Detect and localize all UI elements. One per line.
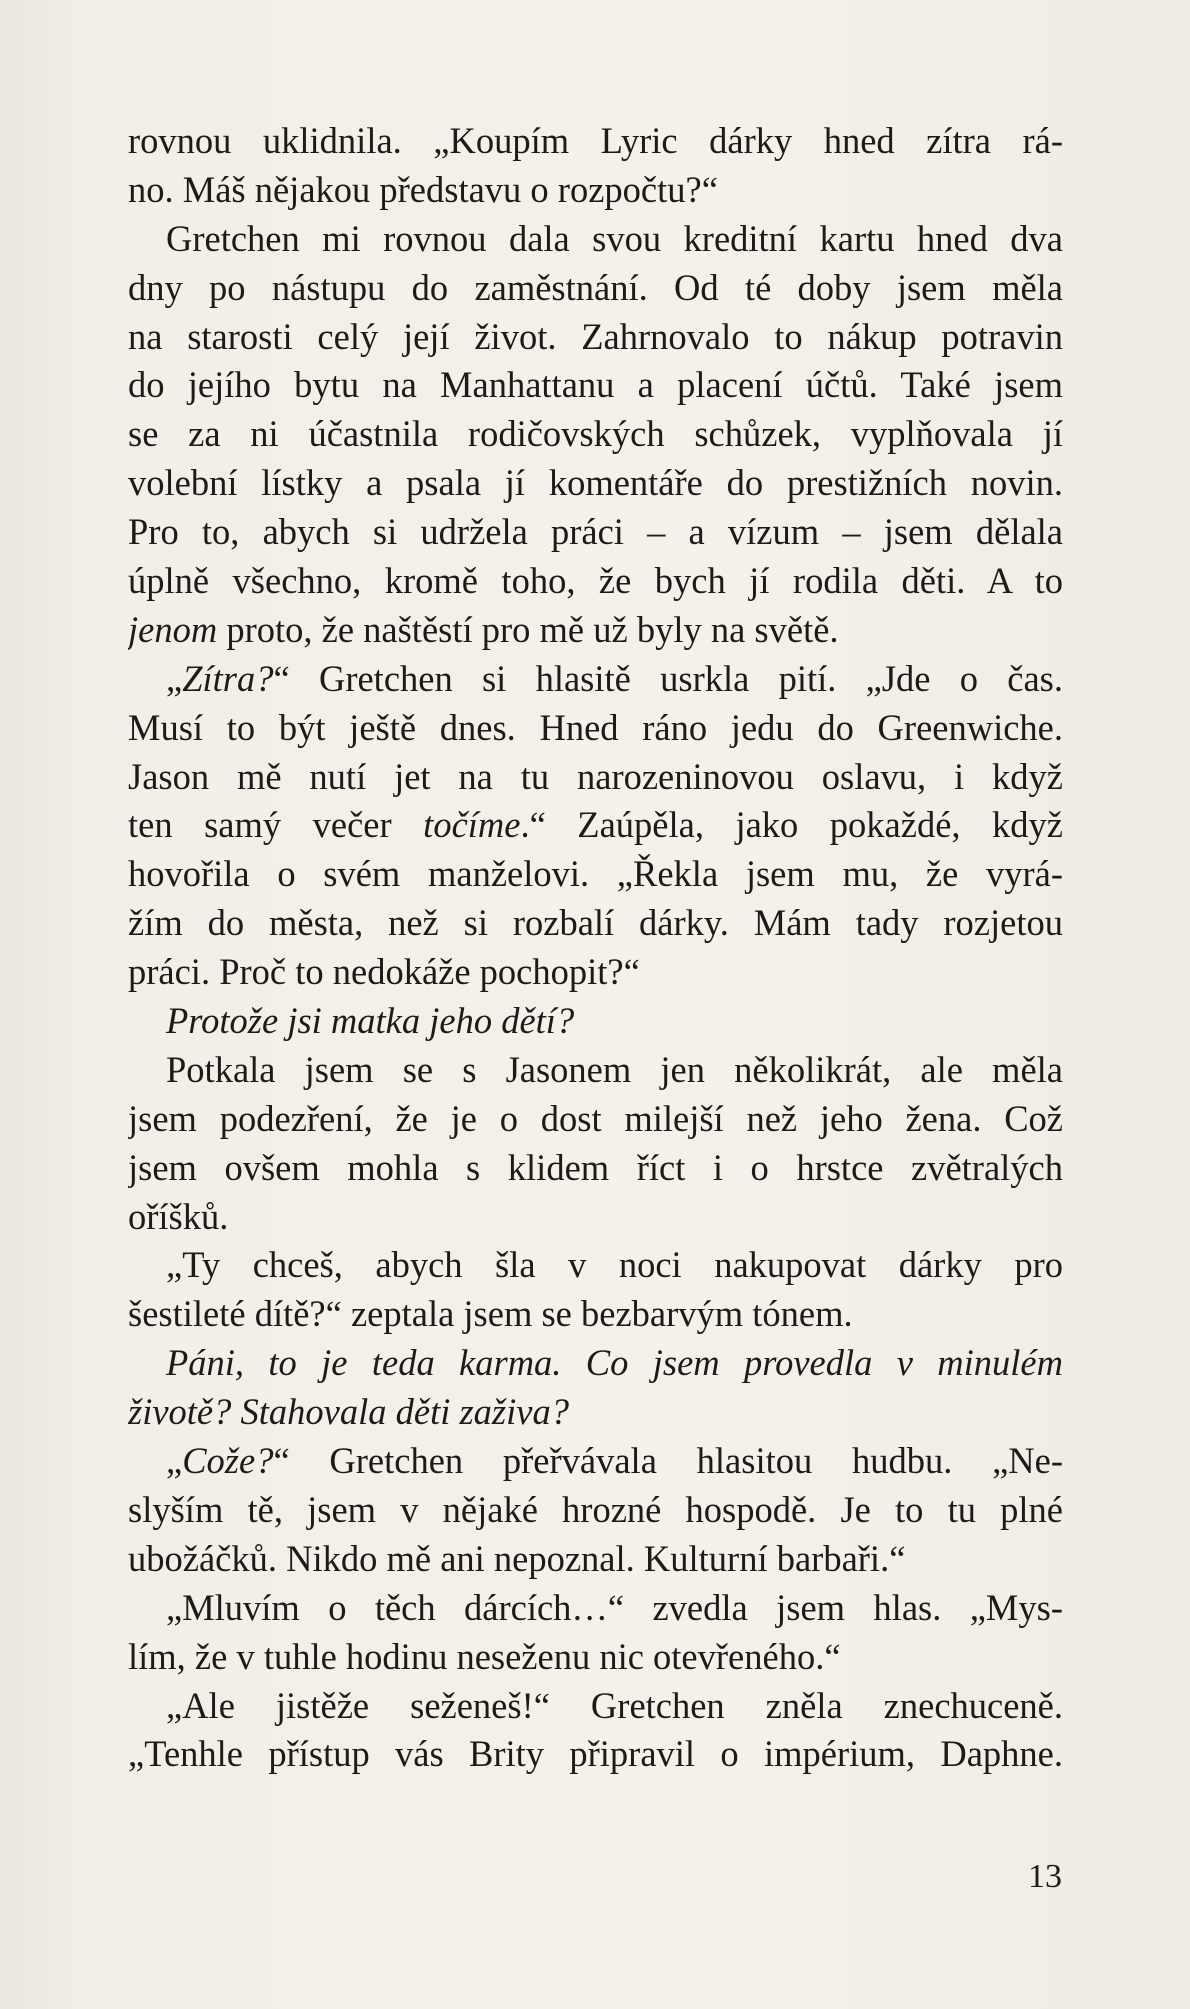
text-line [128, 1633, 1063, 1682]
text-line [128, 117, 1063, 166]
text-span: „ [166, 1440, 183, 1482]
text-span: jsem ovšem mohla s klidem říct i o hrstce zvětralých [128, 1146, 1063, 1188]
text-span: „Ty chceš, abych šla v noci nakupovat dárky pro [166, 1244, 1063, 1286]
text-span: „ [166, 657, 183, 699]
text-line [128, 1144, 1063, 1193]
text-span: hovořila o svém manželovi. „Řekla jsem mu, že vyrá- [128, 853, 1063, 895]
text-span: „Ale jistěže seženeš!“ Gretchen zněla znechuceně. [166, 1684, 1063, 1726]
text-span: Musí to být ještě dnes. Hned ráno jedu do Greenwiche. [128, 706, 1063, 748]
text-span: práci. Proč to nedokáže pochopit?“ [128, 951, 640, 993]
italic-text-span: točíme [423, 804, 521, 846]
text-line [128, 1241, 1063, 1290]
text-line [128, 655, 1063, 704]
text-span: na starosti celý její život. Zahrnovalo to nákup potravin [128, 315, 1063, 357]
text-line [128, 1584, 1063, 1633]
text-line [128, 459, 1063, 508]
italic-text-span: Protože jsi matka jeho dětí? [166, 1000, 575, 1042]
text-line [128, 166, 1063, 215]
text-span: šestileté dítě?“ zeptala jsem se bezbarvým tónem. [128, 1293, 853, 1335]
text-span: se za ni účastnila rodičovských schůzek, vyplňovala jí [128, 413, 1063, 455]
text-span: volební lístky a psala jí komentáře do prestižních novin. [128, 462, 1063, 504]
text-line [128, 1486, 1063, 1535]
text-span: oříšků. [128, 1195, 229, 1237]
text-span: .“ Zaúpěla, jako pokaždé, když [520, 804, 1063, 846]
text-span: proto, že naštěstí pro mě už byly na světě. [217, 608, 839, 650]
text-line [128, 313, 1063, 362]
text-line [128, 704, 1063, 753]
text-line [128, 1339, 1063, 1388]
text-line [128, 1046, 1063, 1095]
text-line [128, 264, 1063, 313]
text-span: ubožáčků. Nikdo mě ani nepoznal. Kulturní barbaři.“ [128, 1537, 906, 1579]
italic-text-span: Zítra? [182, 657, 274, 699]
text-line [128, 753, 1063, 802]
text-line [128, 215, 1063, 264]
text-line [128, 1730, 1063, 1779]
text-span: Pro to, abych si udržela práci – a vízum – jsem dělala [128, 511, 1063, 553]
text-span: lím, že v tuhle hodinu neseženu nic otevřeného.“ [128, 1635, 841, 1677]
body-text [128, 117, 1063, 1779]
text-span: úplně všechno, kromě toho, že bych jí rodila děti. A to [128, 560, 1063, 602]
text-line [128, 1095, 1063, 1144]
text-line [128, 410, 1063, 459]
text-line [128, 1193, 1063, 1242]
text-span: “ Gretchen si hlasitě usrkla pití. „Jde o čas. [273, 657, 1063, 699]
text-line [128, 1290, 1063, 1339]
text-span: jsem podezření, že je o dost milejší než jeho žena. Což [128, 1097, 1063, 1139]
italic-text-span: Páni, to je teda karma. Co jsem provedla v minulém [166, 1342, 1063, 1384]
text-line [128, 899, 1063, 948]
text-span: Potkala jsem se s Jasonem jen několikrát, ale měla [166, 1048, 1063, 1090]
text-span: slyším tě, jsem v nějaké hrozné hospodě. Je to tu plné [128, 1488, 1063, 1530]
text-line [128, 1388, 1063, 1437]
text-span: dny po nástupu do zaměstnání. Od té doby jsem měla [128, 266, 1063, 308]
text-line [128, 850, 1063, 899]
text-line [128, 1682, 1063, 1731]
text-line [128, 557, 1063, 606]
text-span: „Tenhle přístup vás Brity připravil o impérium, Daphne. [128, 1733, 1063, 1775]
italic-text-span: jenom [128, 608, 218, 650]
text-line [128, 1535, 1063, 1584]
text-span: no. Máš nějakou představu o rozpočtu?“ [128, 168, 718, 210]
text-span: do jejího bytu na Manhattanu a placení účtů. Také jsem [128, 364, 1063, 406]
text-span: Jason mě nutí jet na tu narozeninovou oslavu, i když [128, 755, 1063, 797]
text-line [128, 606, 1063, 655]
text-line [128, 801, 1063, 850]
italic-text-span: životě? Stahovala děti zaživa? [128, 1391, 569, 1433]
text-line [128, 997, 1063, 1046]
text-span: rovnou uklidnila. „Koupím Lyric dárky hned zítra rá- [128, 120, 1063, 161]
page-number: 13 [1028, 1858, 1062, 1895]
text-line [128, 1437, 1063, 1486]
text-line [128, 361, 1063, 410]
text-span: “ Gretchen přeřvávala hlasitou hudbu. „Ne- [273, 1440, 1063, 1482]
text-line [128, 948, 1063, 997]
text-span: žím do města, než si rozbalí dárky. Mám tady rozjetou [128, 902, 1063, 944]
italic-text-span: Cože? [182, 1440, 274, 1482]
text-line [128, 508, 1063, 557]
text-span: „Mluvím o těch dárcích…“ zvedla jsem hlas. „Mys- [166, 1586, 1063, 1628]
text-span: ten samý večer [128, 804, 424, 846]
text-span: Gretchen mi rovnou dala svou kreditní kartu hned dva [166, 217, 1063, 259]
